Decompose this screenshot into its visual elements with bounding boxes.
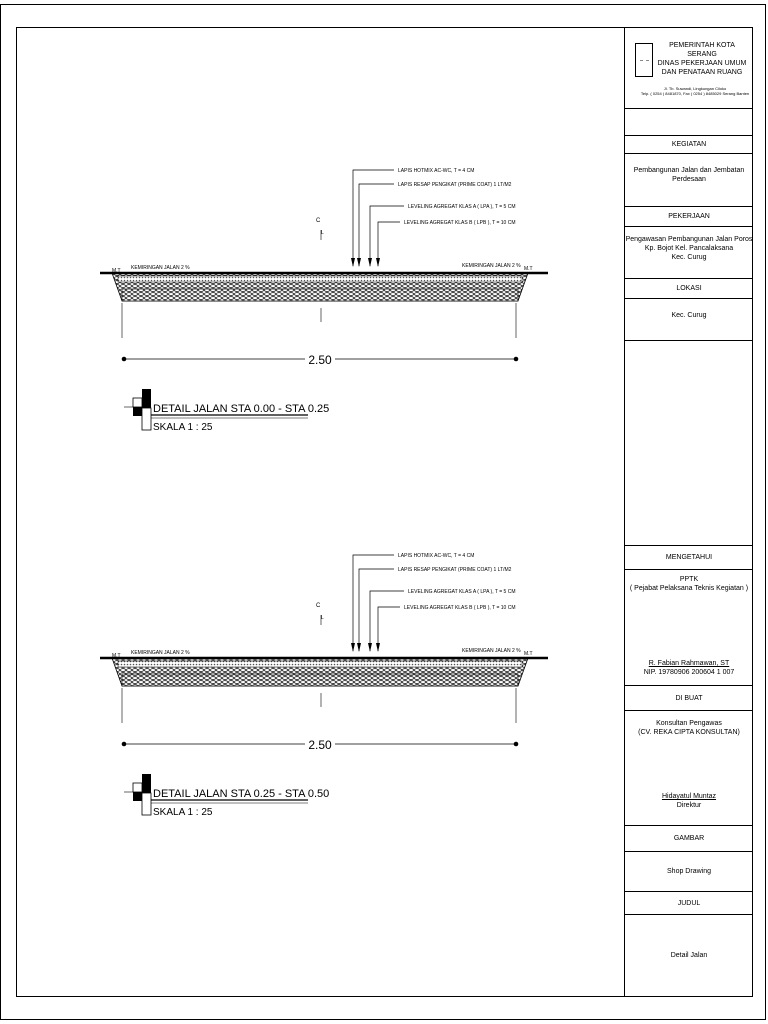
detail-2-scale-text: SKALA 1 : 25: [153, 807, 213, 818]
detail-2-centerline-c: C: [316, 603, 321, 609]
detail-1-marker-box-bl: [133, 407, 142, 416]
title-block-header: [625, 27, 753, 109]
detail-1-layer-label-2: LAPIS RESAP PENGIKAT (PRIME COAT) 1 LT/M2: [398, 182, 512, 188]
konsultan-block: [625, 711, 753, 826]
detail-1-marker-box-br: [142, 408, 151, 430]
detail-1-leader-arrow-2: [357, 258, 361, 267]
detail-2-leader-arrow-3: [368, 643, 372, 652]
detail-1-subbase-course: [122, 289, 518, 301]
konsultan-line-2: (CV. REKA CIPTA KONSULTAN): [638, 729, 740, 736]
detail-1-centerline-c: C: [316, 218, 321, 224]
pekerjaan-line-1: Pengawasan Pembangunan Jalan Poros: [625, 236, 753, 243]
gambar-value: Shop Drawing: [625, 852, 753, 892]
org-line-1: PEMERINTAH KOTA SERANG: [669, 42, 735, 58]
pptk-title: PPTK: [679, 576, 699, 583]
lokasi-label: LOKASI: [625, 279, 753, 299]
pptk-name: R. Fabian Rahmawan, ST: [648, 660, 730, 667]
detail-1-layer-label-1: LAPIS HOTMIX AC-WC, T = 4 CM: [398, 168, 475, 174]
title-block-blank: [625, 109, 753, 136]
kegiatan-line-1: Pembangunan Jalan dan Jembatan: [633, 167, 745, 174]
dibuat-label: DI BUAT: [625, 686, 753, 711]
detail-1-mt-right: M.T: [524, 266, 533, 272]
logo-placeholder: [635, 43, 653, 77]
detail-1-leader-arrow-1: [351, 258, 355, 267]
pekerjaan-label: PEKERJAAN: [625, 207, 753, 227]
detail-2-layer-label-4: LEVELING AGREGAT KLAS B ( LPB ), T = 10 CM: [404, 605, 516, 611]
detail-2-marker-box-bl: [133, 792, 142, 801]
detail-2-leader-2: [359, 569, 394, 651]
detail-2-aggregate-layer: [118, 661, 522, 667]
detail-2-layer-label-3: LEVELING AGREGAT KLAS A ( LPA ), T = 5 CM: [408, 589, 516, 595]
detail-1-slope-left: KEMIRINGAN JALAN 2 %: [131, 265, 190, 271]
detail-1-leader-arrow-3: [368, 258, 372, 267]
kegiatan-value: [625, 154, 753, 207]
detail-2-leader-4: [378, 607, 400, 651]
detail-2-subbase-course: [122, 674, 518, 686]
detail-2-marker-box-tr: [142, 774, 151, 793]
title-block-spacer: [625, 341, 753, 546]
pptk-nip: NIP. 19780906 200604 1 007: [643, 669, 735, 676]
kegiatan-label: KEGIATAN: [625, 136, 753, 154]
detail-2-leader-arrow-2: [357, 643, 361, 652]
konsultan-line-1: Konsultan Pengawas: [656, 720, 722, 727]
detail-2-marker-box-tl: [133, 783, 142, 792]
address-line-1: Jl. Tb. Suwandi, Lingkungan Ciloko: [663, 86, 727, 91]
direktur-name: Hidayatul Muntaz: [661, 793, 717, 800]
detail-1-leader-arrow-4: [376, 258, 380, 267]
lokasi-value: [625, 299, 753, 341]
detail-2-slope-left: KEMIRINGAN JALAN 2 %: [131, 650, 190, 656]
organization-address: [639, 86, 751, 96]
detail-1-leader-3: [370, 206, 404, 266]
title-block: [624, 27, 753, 997]
org-line-2: DINAS PEKERJAAN UMUM: [657, 60, 747, 67]
detail-2-dimension-dot-right: [514, 742, 519, 747]
detail-1-title-text: DETAIL JALAN STA 0.00 - STA 0.25: [153, 403, 330, 415]
detail-2-centerline-l: L: [321, 615, 324, 621]
detail-1-layer-label-4: LEVELING AGREGAT KLAS B ( LPB ), T = 10 CM: [404, 220, 516, 226]
detail-1-leader-4: [378, 222, 400, 266]
direktur-title: Direktur: [676, 802, 702, 809]
detail-2-layer-label-1: LAPIS HOTMIX AC-WC, T = 4 CM: [398, 553, 475, 559]
detail-2-layer-label-2: LAPIS RESAP PENGIKAT (PRIME COAT) 1 LT/M2: [398, 567, 512, 573]
pekerjaan-value: [625, 227, 753, 279]
lokasi-text: Kec. Curug: [671, 312, 707, 319]
detail-2-marker-box-br: [142, 793, 151, 815]
detail-2-dimension-dot-left: [122, 742, 127, 747]
detail-1-leader-2: [359, 184, 394, 266]
detail-1-marker-box-tr: [142, 389, 151, 408]
pptk-subtitle: ( Pejabat Pelaksana Teknis Kegiatan ): [629, 585, 749, 592]
pekerjaan-line-2: Kp. Bojot Kel. Pancalaksana: [644, 245, 734, 252]
detail-1-dimension-text: 2.50: [308, 353, 332, 367]
gambar-label: GAMBAR: [625, 826, 753, 852]
detail-1-layer-label-3: LEVELING AGREGAT KLAS A ( LPA ), T = 5 CM: [408, 204, 516, 210]
judul-value: Detail Jalan: [670, 952, 708, 959]
organization-name: [655, 41, 749, 77]
detail-1-slope-right: KEMIRINGAN JALAN 2 %: [462, 263, 521, 269]
detail-2-leader-arrow-1: [351, 643, 355, 652]
detail-1-scale-text: SKALA 1 : 25: [153, 422, 213, 433]
detail-2-leader-arrow-4: [376, 643, 380, 652]
detail-1-dimension-dot-right: [514, 357, 519, 362]
detail-1-mt-left: M.T: [112, 268, 121, 274]
mengetahui-label: MENGETAHUI: [625, 546, 753, 570]
detail-2-mt-left: M.T: [112, 653, 121, 659]
kegiatan-line-2: Perdesaan: [672, 176, 706, 183]
detail-1-marker-box-tl: [133, 398, 142, 407]
address-line-2: Telp. ( 0254 ) 8481870, Fax ( 0254 ) 8485029 Serang Banten: [640, 91, 750, 96]
detail-2-dimension-text: 2.50: [308, 738, 332, 752]
detail-2-leader-3: [370, 591, 404, 651]
detail-2-slope-right: KEMIRINGAN JALAN 2 %: [462, 648, 521, 654]
judul-label: JUDUL: [625, 892, 753, 915]
detail-1-centerline-l: L: [321, 230, 324, 236]
pekerjaan-line-3: Kec. Curug: [671, 254, 707, 261]
pptk-block: [625, 570, 753, 686]
detail-2-mt-right: M.T: [524, 651, 533, 657]
org-line-3: DAN PENATAAN RUANG: [661, 69, 743, 76]
detail-2-title-text: DETAIL JALAN STA 0.25 - STA 0.50: [153, 788, 330, 800]
detail-1-aggregate-layer: [118, 276, 522, 282]
detail-1-dimension-dot-left: [122, 357, 127, 362]
